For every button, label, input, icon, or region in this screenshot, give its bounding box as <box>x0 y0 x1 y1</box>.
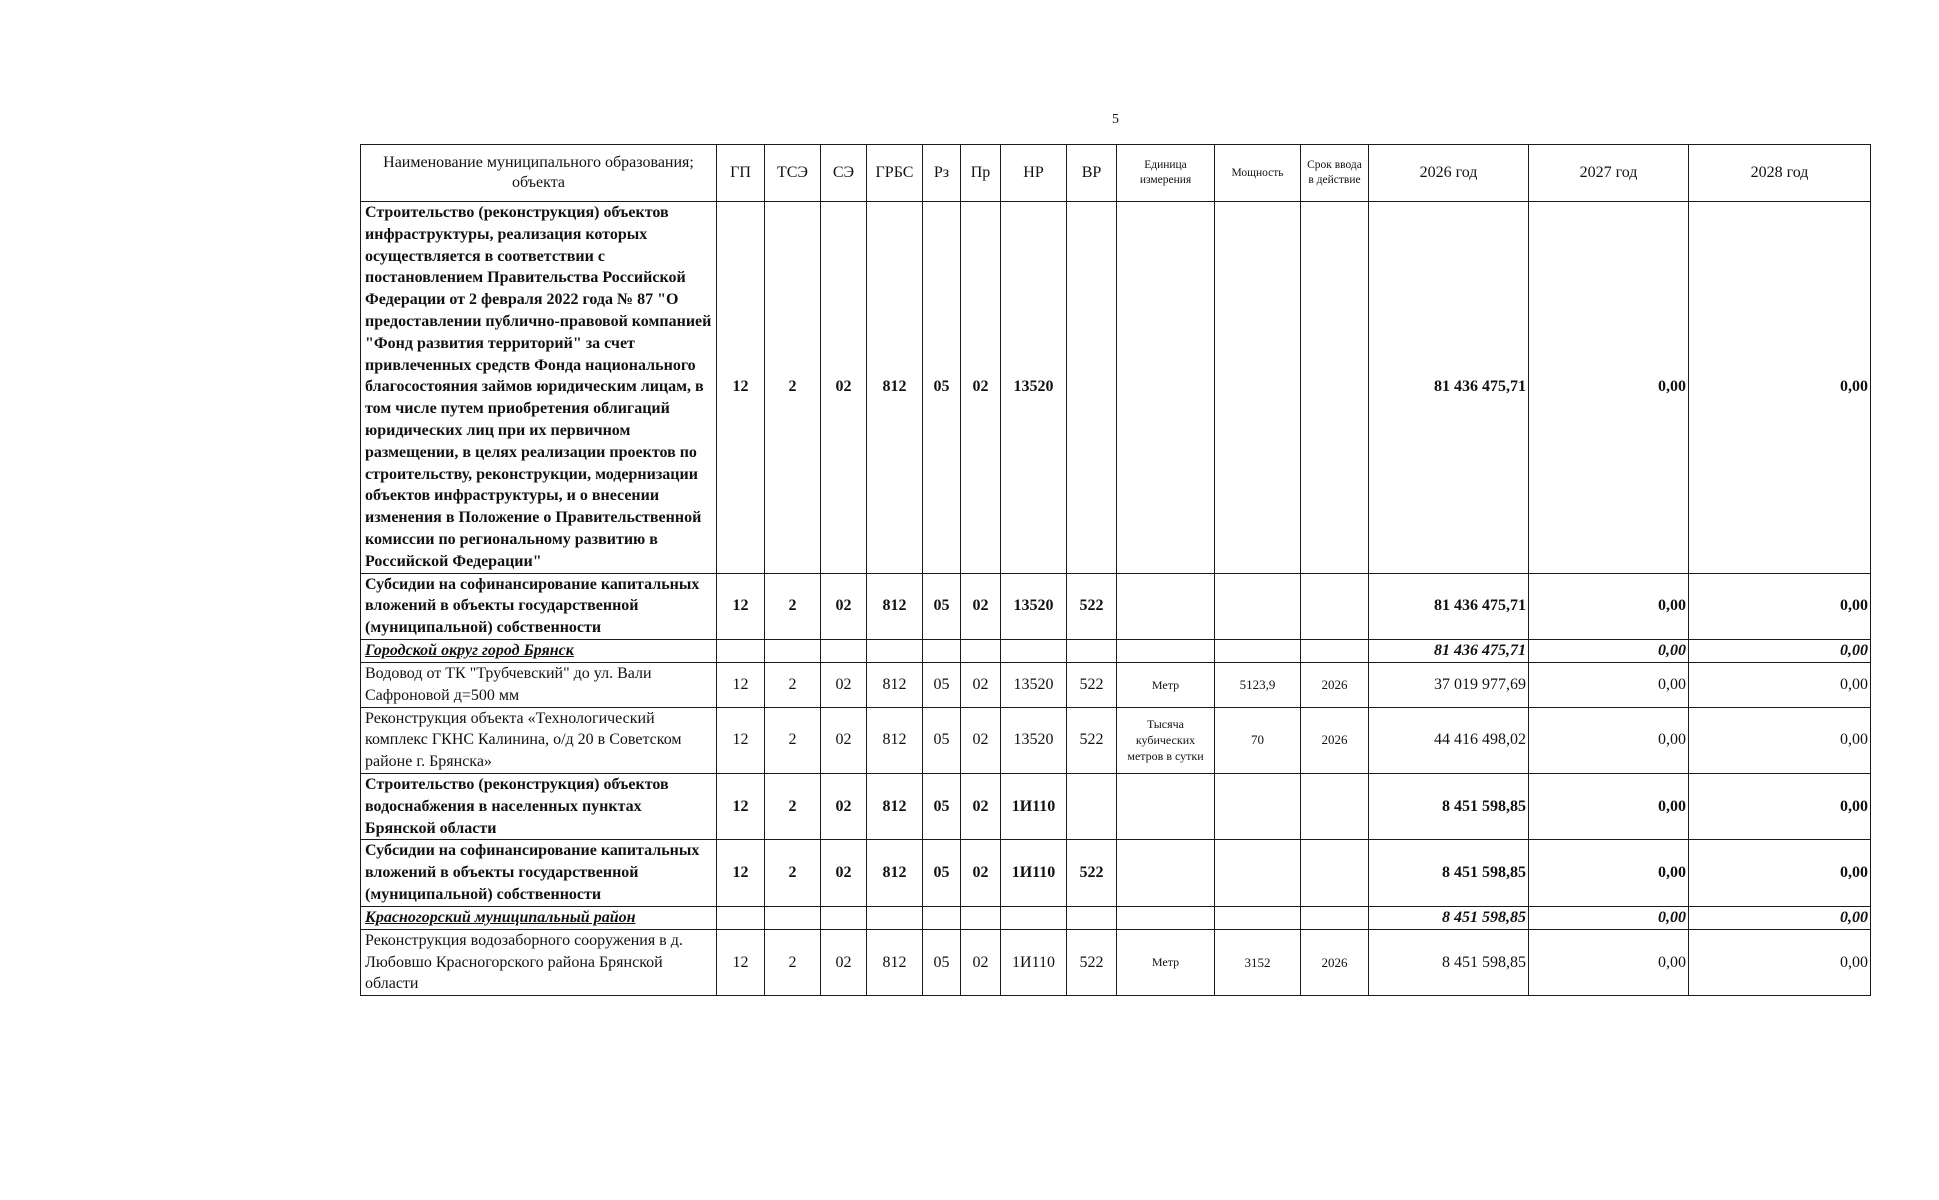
table-row <box>361 707 1871 773</box>
cell-pr: 02 <box>961 573 1001 639</box>
budget-table <box>360 144 1871 996</box>
cell-nr: 13520 <box>1001 707 1067 773</box>
cell-se: 02 <box>821 662 867 707</box>
cell-y2027: 0,00 <box>1529 639 1689 662</box>
cell-nr <box>1001 906 1067 929</box>
cell-term <box>1301 573 1369 639</box>
cell-y2026: 37 019 977,69 <box>1369 662 1529 707</box>
cell-gp: 12 <box>717 573 765 639</box>
cell-se <box>821 906 867 929</box>
cell-term <box>1301 840 1369 906</box>
cell-y2027: 0,00 <box>1529 202 1689 574</box>
cell-unit <box>1117 773 1215 839</box>
cell-rz: 05 <box>923 573 961 639</box>
cell-rz: 05 <box>923 202 961 574</box>
cell-grbs <box>867 906 923 929</box>
header-2028: 2028 год <box>1689 145 1871 202</box>
cell-se: 02 <box>821 773 867 839</box>
cell-y2026: 44 416 498,02 <box>1369 707 1529 773</box>
cell-y2026: 81 436 475,71 <box>1369 573 1529 639</box>
cell-pr: 02 <box>961 202 1001 574</box>
table-body <box>361 202 1871 996</box>
cell-pr: 02 <box>961 840 1001 906</box>
cell-nr <box>1001 639 1067 662</box>
cell-name: Субсидии на софинансирование капитальных вложений в объекты государственной (муниципальной) собственности <box>361 840 717 906</box>
cell-y2026: 8 451 598,85 <box>1369 773 1529 839</box>
cell-grbs: 812 <box>867 707 923 773</box>
header-vr: ВР <box>1067 145 1117 202</box>
cell-rz <box>923 906 961 929</box>
cell-tse: 2 <box>765 202 821 574</box>
cell-y2028: 0,00 <box>1689 929 1871 995</box>
cell-name: Реконструкция объекта «Технологический комплекс ГКНС Калинина, о/д 20 в Советском районе г. Брянска» <box>361 707 717 773</box>
cell-y2028: 0,00 <box>1689 662 1871 707</box>
cell-y2028: 0,00 <box>1689 773 1871 839</box>
header-unit: Единица измерения <box>1117 145 1215 202</box>
cell-name: Красногорский муниципальный район <box>361 906 717 929</box>
cell-rz: 05 <box>923 773 961 839</box>
cell-nr: 13520 <box>1001 662 1067 707</box>
header-gp: ГП <box>717 145 765 202</box>
header-2027: 2027 год <box>1529 145 1689 202</box>
cell-power <box>1215 639 1301 662</box>
cell-gp <box>717 639 765 662</box>
cell-unit: Тысяча кубических метров в сутки <box>1117 707 1215 773</box>
cell-pr: 02 <box>961 929 1001 995</box>
header-se: СЭ <box>821 145 867 202</box>
table-row <box>361 840 1871 906</box>
cell-tse <box>765 906 821 929</box>
table-row <box>361 662 1871 707</box>
cell-name: Реконструкция водозаборного сооружения в д. Любовшо Красногорского района Брянской области <box>361 929 717 995</box>
cell-rz: 05 <box>923 929 961 995</box>
cell-gp: 12 <box>717 773 765 839</box>
cell-vr: 522 <box>1067 929 1117 995</box>
cell-se <box>821 639 867 662</box>
cell-power: 70 <box>1215 707 1301 773</box>
cell-y2028: 0,00 <box>1689 707 1871 773</box>
cell-pr <box>961 906 1001 929</box>
cell-y2027: 0,00 <box>1529 573 1689 639</box>
cell-term: 2026 <box>1301 707 1369 773</box>
cell-gp <box>717 906 765 929</box>
cell-vr: 522 <box>1067 840 1117 906</box>
cell-pr: 02 <box>961 773 1001 839</box>
cell-tse: 2 <box>765 662 821 707</box>
cell-name: Водовод от ТК "Трубчевский" до ул. Вали Сафроновой д=500 мм <box>361 662 717 707</box>
cell-gp: 12 <box>717 929 765 995</box>
cell-rz: 05 <box>923 840 961 906</box>
cell-term <box>1301 639 1369 662</box>
cell-tse: 2 <box>765 573 821 639</box>
cell-vr <box>1067 202 1117 574</box>
cell-unit <box>1117 906 1215 929</box>
cell-power <box>1215 573 1301 639</box>
cell-grbs <box>867 639 923 662</box>
cell-y2026: 81 436 475,71 <box>1369 202 1529 574</box>
header-grbs: ГРБС <box>867 145 923 202</box>
table-header-row <box>361 145 1871 202</box>
cell-term <box>1301 773 1369 839</box>
cell-grbs: 812 <box>867 573 923 639</box>
cell-se: 02 <box>821 929 867 995</box>
cell-y2026: 8 451 598,85 <box>1369 906 1529 929</box>
cell-rz: 05 <box>923 662 961 707</box>
cell-y2028: 0,00 <box>1689 573 1871 639</box>
cell-name: Строительство (реконструкция) объектов инфраструктуры, реализация которых осуществляется в соответствии с постановлением Правительства Российской Федерации от 2 февраля 2022 года № 87 "О предоставлении публично-правовой компанией "Фонд развития территорий" за счет привлеченных средств Фонда национального благосостояния займов юридическим лицам, в том числе путем приобретения облигаций юридических лиц при их первичном размещении, в целях реализации проектов по строительству, реконструкции, модернизации объектов инфраструктуры, и о внесении изменения в Положение о Правительственной комиссии по региональному развитию в Российской Федерации" <box>361 202 717 574</box>
cell-y2028: 0,00 <box>1689 639 1871 662</box>
cell-grbs: 812 <box>867 773 923 839</box>
cell-term: 2026 <box>1301 662 1369 707</box>
table-row <box>361 906 1871 929</box>
cell-vr: 522 <box>1067 707 1117 773</box>
cell-grbs: 812 <box>867 662 923 707</box>
cell-power <box>1215 202 1301 574</box>
cell-y2026: 8 451 598,85 <box>1369 840 1529 906</box>
cell-vr <box>1067 773 1117 839</box>
cell-grbs: 812 <box>867 202 923 574</box>
cell-se: 02 <box>821 840 867 906</box>
cell-rz <box>923 639 961 662</box>
cell-power <box>1215 773 1301 839</box>
cell-y2028: 0,00 <box>1689 906 1871 929</box>
cell-name: Субсидии на софинансирование капитальных вложений в объекты государственной (муниципальной) собственности <box>361 573 717 639</box>
cell-power: 5123,9 <box>1215 662 1301 707</box>
cell-y2027: 0,00 <box>1529 662 1689 707</box>
cell-power: 3152 <box>1215 929 1301 995</box>
cell-y2026: 8 451 598,85 <box>1369 929 1529 995</box>
cell-unit <box>1117 202 1215 574</box>
table-row <box>361 639 1871 662</box>
table-row <box>361 773 1871 839</box>
cell-vr <box>1067 906 1117 929</box>
cell-vr: 522 <box>1067 662 1117 707</box>
cell-gp: 12 <box>717 707 765 773</box>
cell-gp: 12 <box>717 202 765 574</box>
cell-term <box>1301 906 1369 929</box>
cell-term <box>1301 202 1369 574</box>
header-term: Срок ввода в действие <box>1301 145 1369 202</box>
cell-gp: 12 <box>717 840 765 906</box>
cell-power <box>1215 840 1301 906</box>
cell-unit <box>1117 840 1215 906</box>
page-number: 5 <box>1112 112 1119 127</box>
header-rz: Рз <box>923 145 961 202</box>
cell-y2026: 81 436 475,71 <box>1369 639 1529 662</box>
cell-y2027: 0,00 <box>1529 707 1689 773</box>
cell-nr: 13520 <box>1001 202 1067 574</box>
header-nr: НР <box>1001 145 1067 202</box>
cell-se: 02 <box>821 707 867 773</box>
header-pr: Пр <box>961 145 1001 202</box>
cell-unit: Метр <box>1117 929 1215 995</box>
cell-se: 02 <box>821 573 867 639</box>
header-power: Мощность <box>1215 145 1301 202</box>
cell-unit <box>1117 573 1215 639</box>
table-row <box>361 202 1871 574</box>
cell-name: Городской округ город Брянск <box>361 639 717 662</box>
cell-rz: 05 <box>923 707 961 773</box>
cell-name: Строительство (реконструкция) объектов водоснабжения в населенных пунктах Брянской области <box>361 773 717 839</box>
cell-nr: 1И110 <box>1001 840 1067 906</box>
cell-y2027: 0,00 <box>1529 929 1689 995</box>
cell-tse: 2 <box>765 929 821 995</box>
header-name: Наименование муниципального образования; объекта <box>361 145 717 202</box>
table-row <box>361 573 1871 639</box>
cell-pr: 02 <box>961 662 1001 707</box>
cell-se: 02 <box>821 202 867 574</box>
cell-nr: 13520 <box>1001 573 1067 639</box>
cell-vr <box>1067 639 1117 662</box>
cell-unit: Метр <box>1117 662 1215 707</box>
cell-y2028: 0,00 <box>1689 840 1871 906</box>
cell-tse: 2 <box>765 773 821 839</box>
cell-nr: 1И110 <box>1001 773 1067 839</box>
cell-y2028: 0,00 <box>1689 202 1871 574</box>
cell-grbs: 812 <box>867 840 923 906</box>
cell-tse: 2 <box>765 840 821 906</box>
header-tse: ТСЭ <box>765 145 821 202</box>
cell-tse <box>765 639 821 662</box>
cell-unit <box>1117 639 1215 662</box>
cell-y2027: 0,00 <box>1529 906 1689 929</box>
cell-term: 2026 <box>1301 929 1369 995</box>
cell-vr: 522 <box>1067 573 1117 639</box>
cell-power <box>1215 906 1301 929</box>
cell-nr: 1И110 <box>1001 929 1067 995</box>
header-2026: 2026 год <box>1369 145 1529 202</box>
cell-y2027: 0,00 <box>1529 773 1689 839</box>
cell-tse: 2 <box>765 707 821 773</box>
cell-pr: 02 <box>961 707 1001 773</box>
cell-pr <box>961 639 1001 662</box>
table-row <box>361 929 1871 995</box>
cell-grbs: 812 <box>867 929 923 995</box>
cell-gp: 12 <box>717 662 765 707</box>
cell-y2027: 0,00 <box>1529 840 1689 906</box>
